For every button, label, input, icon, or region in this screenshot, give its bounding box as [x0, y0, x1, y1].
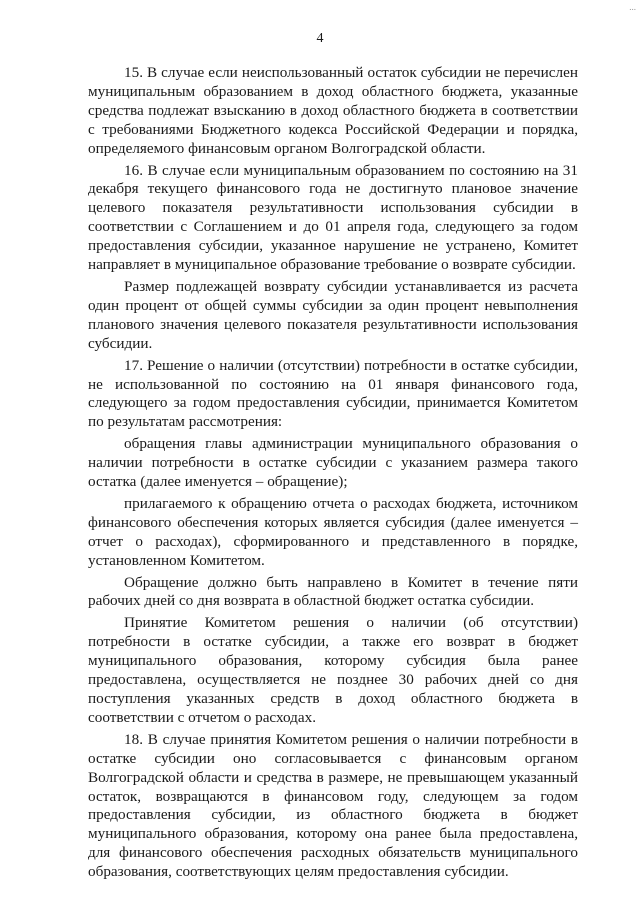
paragraph-appeal-deadline: Обращение должно быть направлено в Комитет в течение пяти рабочих дней со дня возврата в областной бюджет остатка субсидии.: [88, 573, 578, 610]
paragraph-appeal: обращения главы администрации муниципального образования о наличии потребности в остатке субсидии с указанием размера такого остатка (далее именуется – обращение);: [88, 435, 578, 491]
paragraph-decision-deadline: Принятие Комитетом решения о наличии (об отсутствии) потребности в остатке субсидии, а также его возврат в бюджет муниципального образования, которому субсидия была ранее предоставлена, осуществляется не позднее 30 рабочих дней со дня поступления указанных средств в доход областного бюджета в соответствии с отчетом о расходах.: [88, 614, 578, 726]
corner-mark: ...: [629, 2, 636, 12]
paragraph-16: 16. В случае если муниципальным образованием по состоянию на 31 декабря текущего финансового года не достигнуто плановое значение целевого показателя результативности использования субсидии в соответствии с Соглашением и до 01 апреля года, следующего за годом предоставления субсидии, указанное нарушение не устранено, Комитет направляет в муниципальное образование требование о возврате субсидии.: [88, 161, 578, 274]
paragraph-expense-report: прилагаемого к обращению отчета о расходах бюджета, источником финансового обеспечения которых является субсидия (далее именуется – отчет о расходах), сформированного и представленного в порядке, установленном Комитетом.: [88, 494, 578, 569]
document-body: [88, 64, 578, 882]
paragraph-18: 18. В случае принятия Комитетом решения о наличии потребности в остатке субсидии оно согласовывается с финансовым органом Волгоградской области и средства в размере, не превышающем указанный остаток, возвращаются в финансовом году, следующем за годом предоставления субсидии, из областного бюджета в бюджет муниципального образования, которому она ранее была предоставлена, для финансового обеспечения расходных обязательств муниципального образования, соответствующих целям предоставления субсидии.: [88, 730, 578, 881]
page-number: 4: [316, 31, 324, 46]
paragraph-refund-amount: Размер подлежащей возврату субсидии устанавливается из расчета один процент от общей суммы субсидии за один процент невыполнения планового значения целевого показателя результативности использования субсидии.: [88, 277, 578, 352]
paragraph-17: 17. Решение о наличии (отсутствии) потребности в остатке субсидии, не использованной по состоянию на 01 января финансового года, следующего за годом предоставления субсидии, принимается Комитетом по результатам рассмотрения:: [88, 356, 578, 431]
paragraph-15: 15. В случае если неиспользованный остаток субсидии не перечислен муниципальным образованием в доход областного бюджета, указанные средства подлежат взысканию в доход областного бюджета в соответствии с требованиями Бюджетного кодекса Российской Федерации и порядка, определяемого финансовым органом Волгоградской области.: [88, 64, 578, 157]
